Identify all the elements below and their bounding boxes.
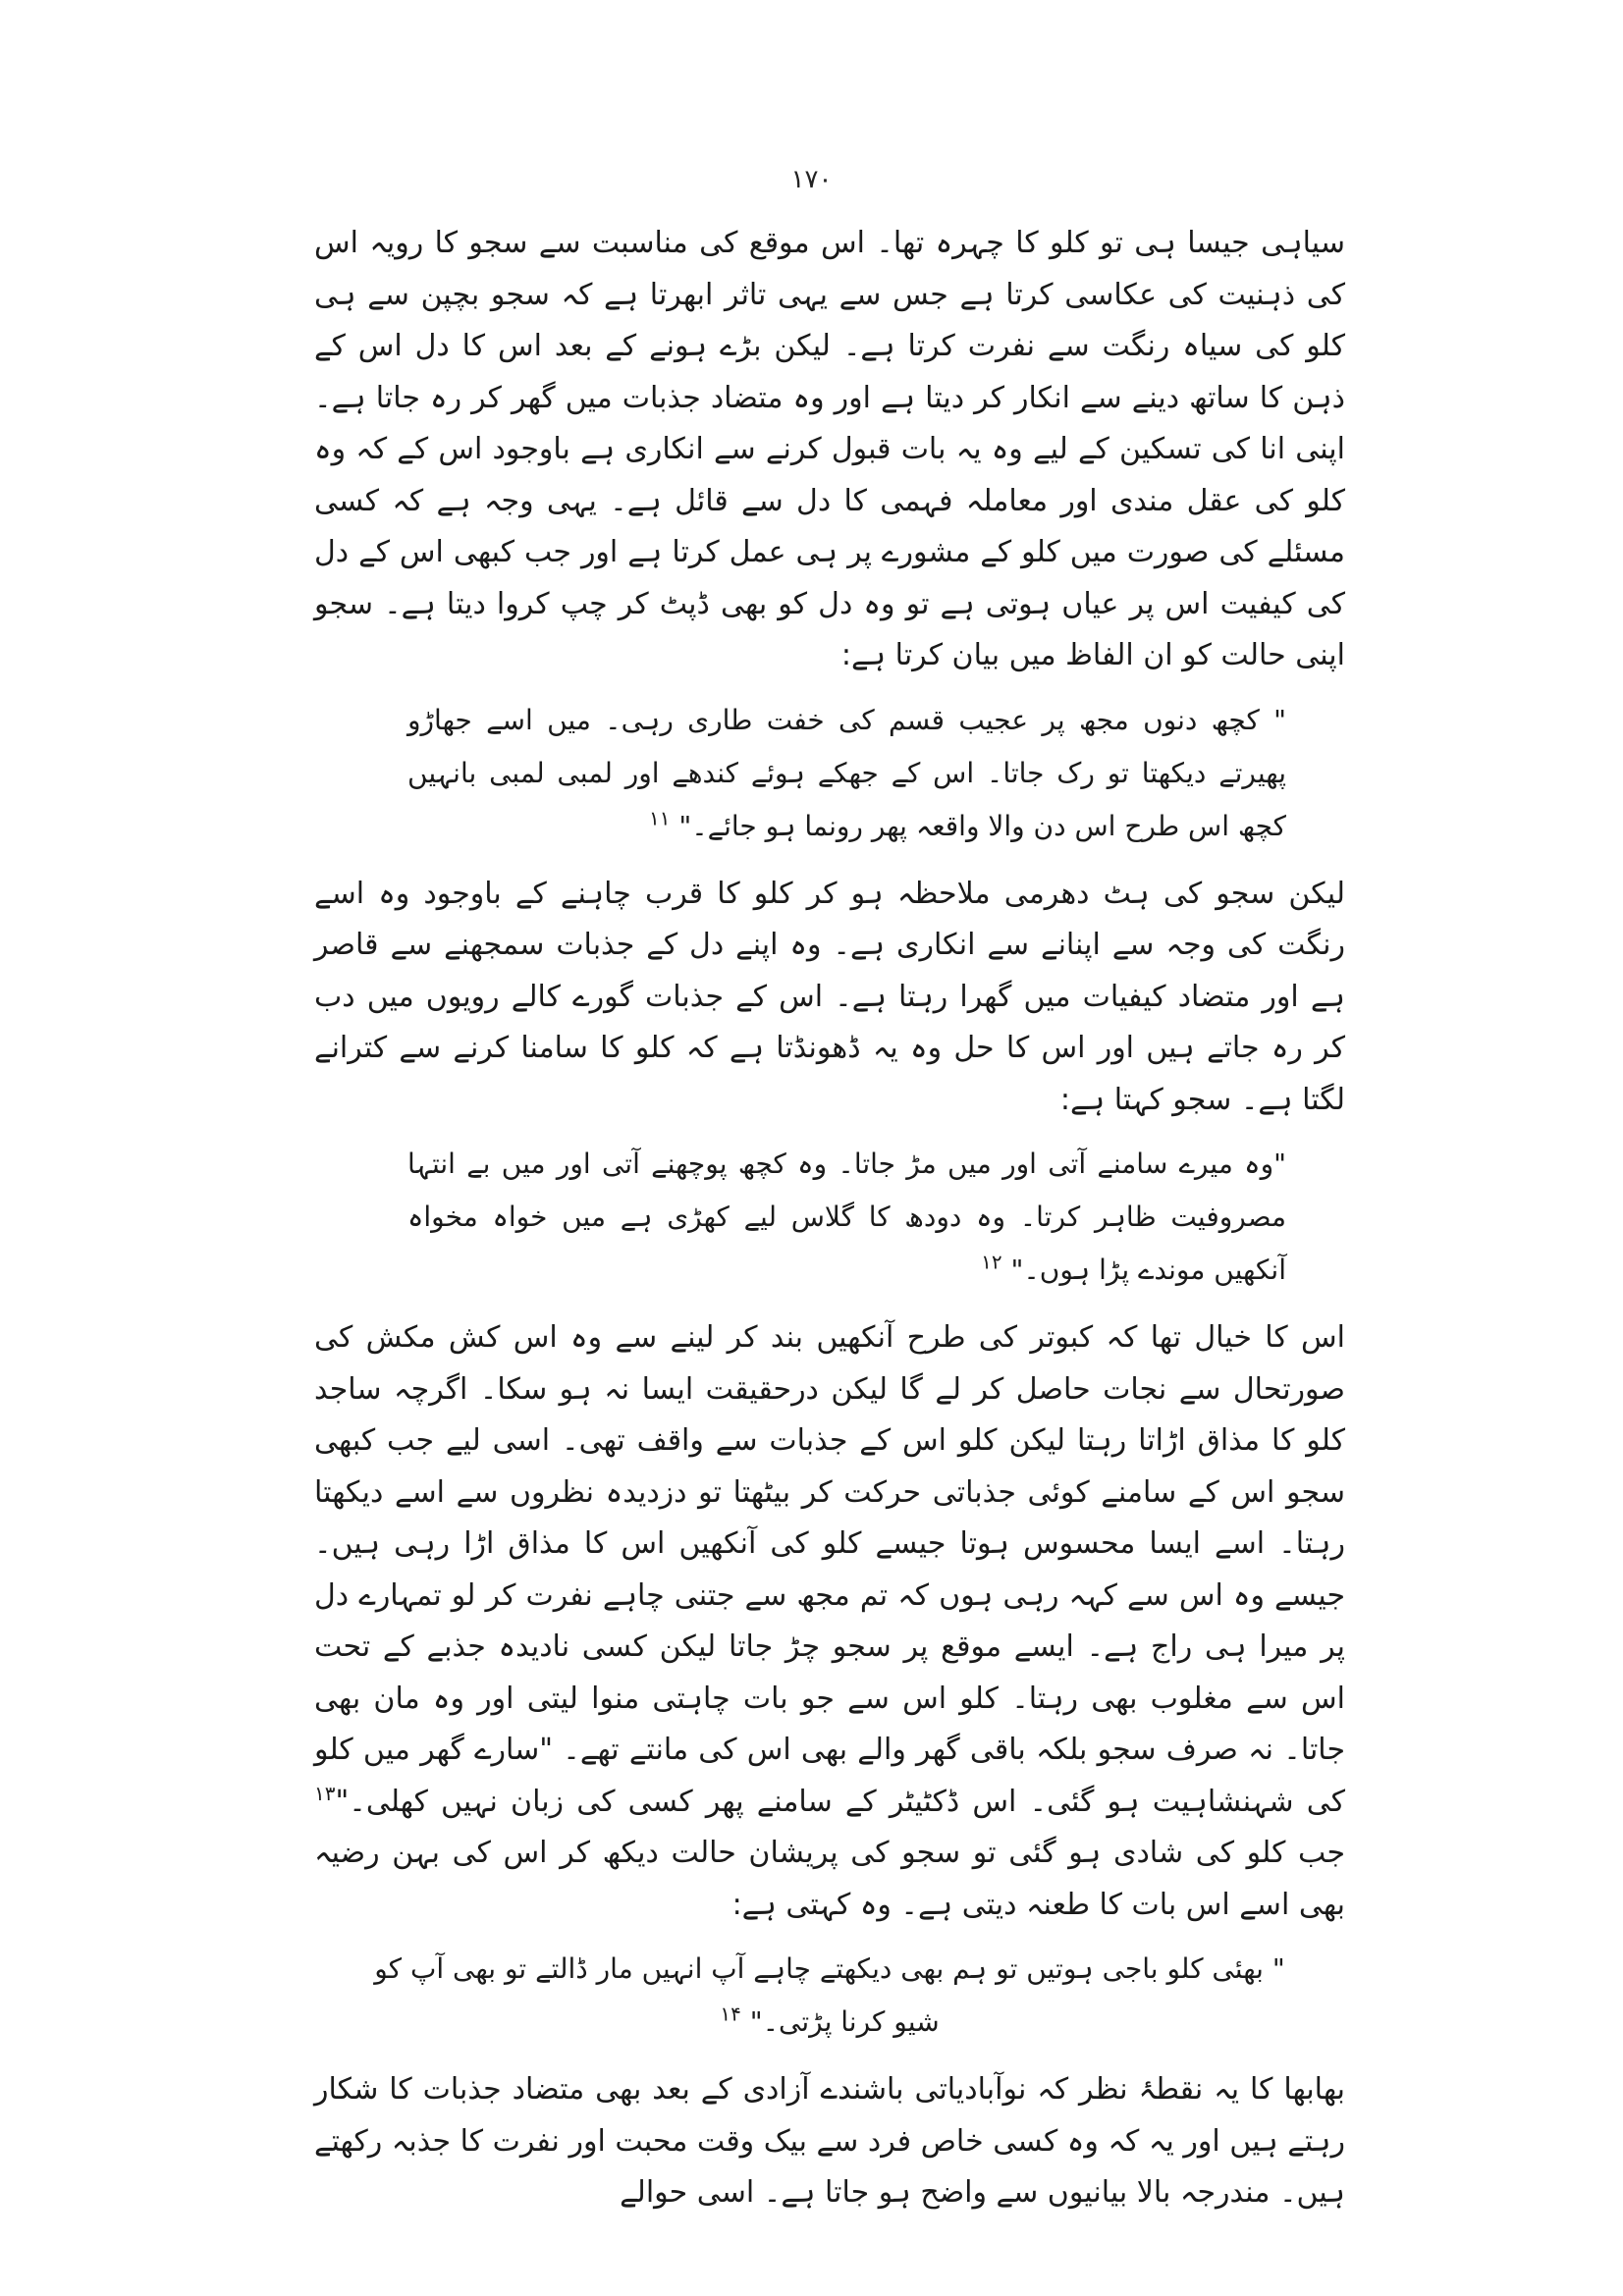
quote-1-text: " کچھ دنوں مجھ پر عجیب قسم کی خفت طاری رہی۔ میں اسے جھاڑو پھیرتے دیکھتا تو رک جاتا۔ اس کے جھکے ہوئے کندھے اور لمبی لمبی بانہیں کچھ اس طرح اس دن والا واقعہ پھر رونما ہو جائے۔" xyxy=(407,703,1286,842)
paragraph-4: بھابھا کا یہ نقطۂ نظر کہ نوآبادیاتی باشندے آزادی کے بعد بھی متضاد جذبات کا شکار رہتے ہیں اور یہ کہ وہ کسی خاص فرد سے بیک وقت محبت اور نفرت کا جذبہ رکھتے ہیں۔ مندرجہ بالا بیانیوں سے واضح ہو جاتا ہے۔ اسی حوالے xyxy=(314,2072,1345,2210)
page-body xyxy=(314,218,1345,2231)
footnote-ref-14: ۱۴ xyxy=(720,2002,741,2026)
quote-3 xyxy=(353,1943,1306,2049)
paragraph-3-tail: جب کلو کی شادی ہو گئی تو سجو کی پریشان حالت دیکھ کر اس کی بہن رضیہ بھی اسے اس بات کا طعنہ دیتی ہے۔ وہ کہتی ہے: xyxy=(314,1836,1345,1922)
paragraph-3 xyxy=(314,1312,1345,1931)
quote-1 xyxy=(407,694,1286,853)
quote-3-text: " بھئی کلو باجی ہوتیں تو ہم بھی دیکھتے چاہے آپ انہیں مار ڈالتے تو بھی آپ کو شیو کرنا پڑتی۔" xyxy=(374,1952,1285,2038)
paragraph-2: لیکن سجو کی ہٹ دھرمی ملاحظہ ہو کر کلو کا قرب چاہنے کے باوجود وہ اسے رنگت کی وجہ سے اپنانے سے انکاری ہے۔ وہ اپنے دل کے جذبات سمجھنے سے قاصر ہے اور متضاد کیفیات میں گھرا رہتا ہے۔ اس کے جذبات گورے کالے رویوں میں دب کر رہ جاتے ہیں اور اس کا حل وہ یہ ڈھونڈتا ہے کہ کلو کا سامنا کرنے سے کترانے لگتا ہے۔ سجو کہتا ہے: xyxy=(314,876,1345,1117)
footnote-ref-11: ۱۱ xyxy=(648,806,671,830)
quote-2-text: "وہ میرے سامنے آتی اور میں مڑ جاتا۔ وہ کچھ پوچھنے آتی اور میں بے انتہا مصروفیت ظاہر کرتا۔ وہ دودھ کا گلاس لیے کھڑی ہے میں خواہ مخواہ آنکھیں موندے پڑا ہوں۔" xyxy=(407,1148,1286,1286)
footnote-ref-13: ۱۳ xyxy=(314,1781,336,1805)
footnote-ref-12: ۱۲ xyxy=(981,1250,1002,1274)
page-number: ۱۷۰ xyxy=(790,165,833,194)
paragraph-1: سیاہی جیسا ہی تو کلو کا چہرہ تھا۔ اس موقع کی مناسبت سے سجو کا رویہ اس کی ذہنیت کی عکاسی کرتا ہے جس سے یہی تاثر ابھرتا ہے کہ سجو بچپن سے ہی کلو کی سیاہ رنگت سے نفرت کرتا ہے۔ لیکن بڑے ہونے کے بعد اس کا دل اس کے ذہن کا ساتھ دینے سے انکار کر دیتا ہے اور وہ متضاد جذبات میں گھر کر رہ جاتا ہے۔ اپنی انا کی تسکین کے لیے وہ یہ بات قبول کرنے سے انکاری ہے باوجود اس کے کہ وہ کلو کی عقل مندی اور معاملہ فہمی کا دل سے قائل ہے۔ یہی وجہ ہے کہ کسی مسئلے کی صورت میں کلو کے مشورے پر ہی عمل کرتا ہے اور جب کبھی اس کے دل کی کیفیت اس پر عیاں ہوتی ہے تو وہ دل کو بھی ڈپٹ کر چپ کروا دیتا ہے۔ سجو اپنی حالت کو ان الفاظ میں بیان کرتا ہے: xyxy=(314,226,1345,672)
quote-2 xyxy=(407,1138,1286,1297)
paragraph-3-text: اس کا خیال تھا کہ کبوتر کی طرح آنکھیں بند کر لینے سے وہ اس کش مکش کی صورتحال سے نجات حاصل کر لے گا لیکن درحقیقت ایسا نہ ہو سکا۔ اگرچہ ساجد کلو کا مذاق اڑاتا رہتا لیکن کلو اس کے جذبات سے واقف تھی۔ اسی لیے جب کبھی سجو اس کے سامنے کوئی جذباتی حرکت کر بیٹھتا تو دزدیدہ نظروں سے اسے دیکھتا رہتا۔ اسے ایسا محسوس ہوتا جیسے کلو کی آنکھیں اس کا مذاق اڑا رہی ہیں۔ جیسے وہ اس سے کہہ رہی ہوں کہ تم مجھ سے جتنی چاہے نفرت کر لو تمہارے دل پر میرا ہی راج ہے۔ ایسے موقع پر سجو چڑ جاتا لیکن کسی نادیدہ جذبے کے تحت اس سے مغلوب بھی رہتا۔ کلو اس سے جو بات چاہتی منوا لیتی اور وہ مان بھی جاتا۔ نہ صرف سجو بلکہ باقی گھر والے بھی اس کی مانتے تھے۔ "سارے گھر میں کلو کی شہنشاہیت ہو گئی۔ اس ڈکٹیٹر کے سامنے پھر کسی کی زبان نہیں کھلی۔" xyxy=(314,1320,1345,1819)
